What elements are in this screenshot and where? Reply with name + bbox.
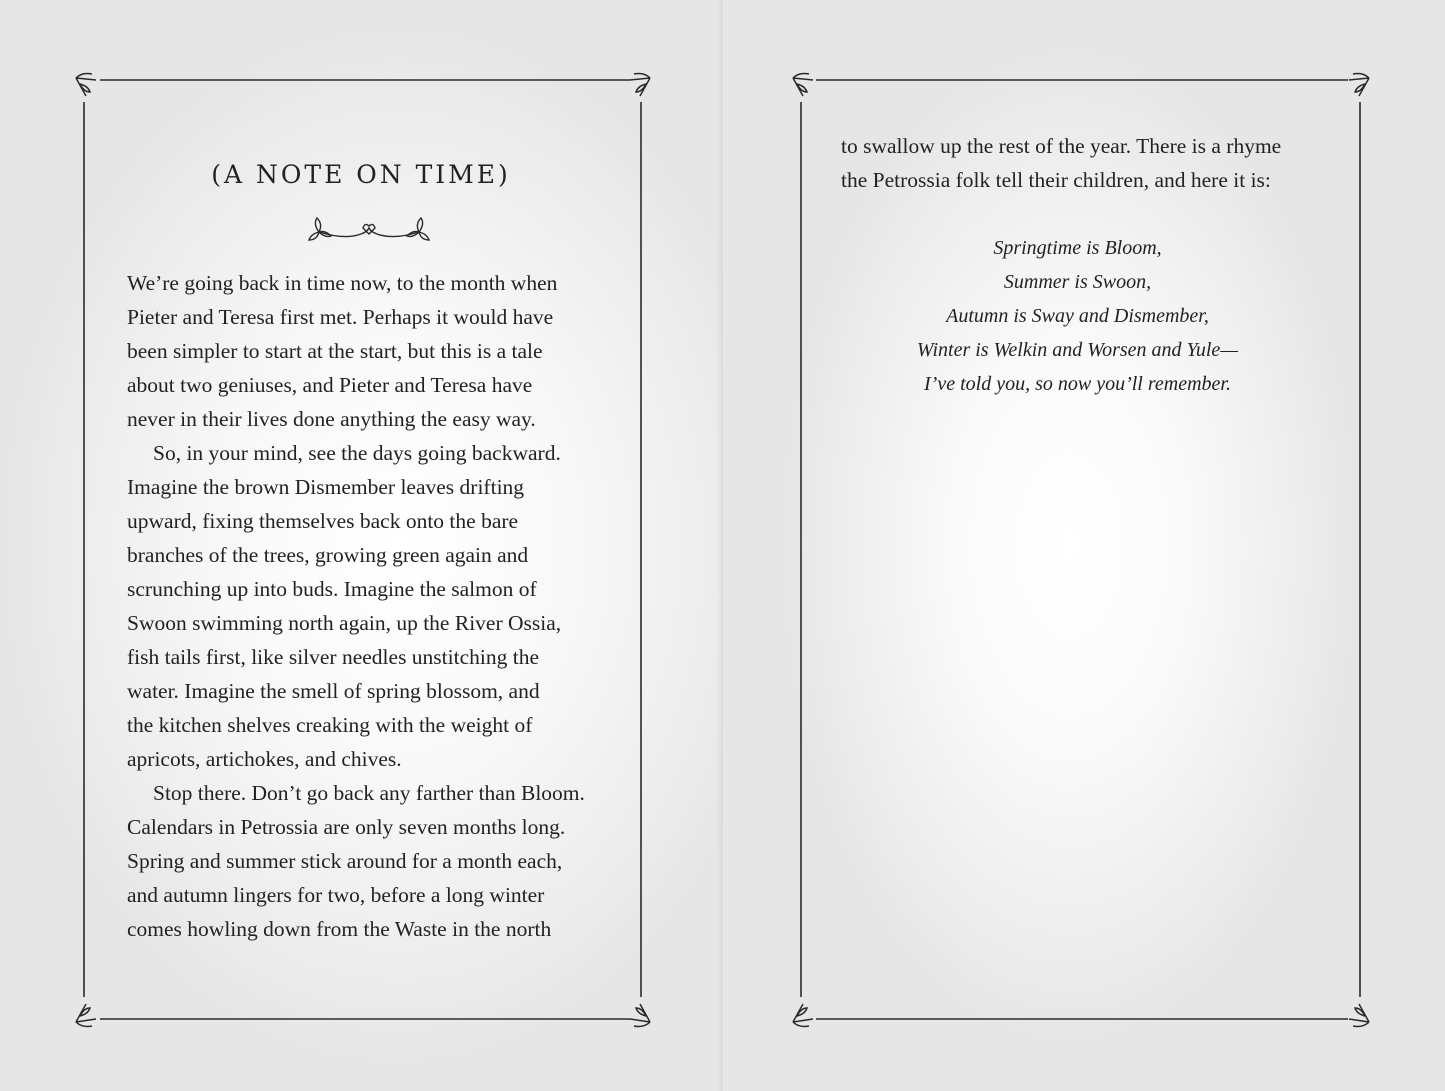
right-body-text (841, 129, 1281, 197)
text-line: Stop there. Don’t go back any farther than Bloom. (153, 781, 585, 805)
text-line: fish tails first, like silver needles unstitching the (127, 645, 540, 669)
left-body-text (127, 266, 585, 946)
poem-line: I’ve told you, so now you’ll remember. (924, 373, 1231, 395)
right-page (723, 0, 1445, 1091)
text-line: water. Imagine the smell of spring blossom, and (127, 679, 540, 703)
flourish-ornament-icon (305, 210, 433, 244)
poem-line: Autumn is Sway and Dismember, (946, 305, 1209, 327)
text-line: never in their lives done anything the easy way. (127, 407, 536, 431)
corner-leaf-icon (630, 1004, 650, 1027)
corner-leaf-icon (1349, 74, 1369, 97)
left-page (0, 0, 722, 1091)
corner-leaf-icon (793, 1004, 813, 1027)
text-line: about two geniuses, and Pieter and Teresa have (127, 373, 533, 397)
poem-line: Winter is Welkin and Worsen and Yule— (916, 339, 1239, 361)
chapter-title: (A NOTE ON TIME) (211, 160, 511, 189)
text-line: comes howling down from the Waste in the north (127, 917, 552, 941)
corner-leaf-icon (76, 74, 96, 97)
corner-leaf-icon (793, 74, 813, 97)
text-line: the Petrossia folk tell their children, and here it is: (841, 168, 1271, 192)
text-line: the kitchen shelves creaking with the weight of (127, 713, 533, 737)
text-line: Swoon swimming north again, up the River Ossia, (127, 611, 562, 635)
poem-line: Summer is Swoon, (1003, 271, 1152, 293)
corner-leaf-icon (630, 74, 650, 97)
corner-leaf-icon (1349, 1004, 1369, 1027)
text-line: So, in your mind, see the days going backward. (153, 441, 561, 465)
text-line: upward, fixing themselves back onto the bare (127, 509, 519, 533)
text-line: branches of the trees, growing green again and (127, 543, 529, 567)
text-line: apricots, artichokes, and chives. (127, 747, 402, 771)
text-line: scrunching up into buds. Imagine the salmon of (127, 577, 537, 601)
text-line: Imagine the brown Dismember leaves drifting (127, 475, 525, 499)
text-line: been simpler to start at the start, but this is a tale (127, 339, 543, 363)
text-line: and autumn lingers for two, before a long winter (127, 883, 545, 907)
rhyme-verse (723, 231, 1432, 401)
corner-leaf-icon (76, 1004, 96, 1027)
text-line: to swallow up the rest of the year. There is a rhyme (841, 134, 1282, 158)
text-line: We’re going back in time now, to the month when (127, 271, 558, 295)
text-line: Pieter and Teresa first met. Perhaps it would have (127, 305, 554, 329)
poem-line: Springtime is Bloom, (993, 237, 1162, 259)
text-line: Spring and summer stick around for a month each, (127, 849, 563, 873)
text-line: Calendars in Petrossia are only seven months long. (127, 815, 566, 839)
